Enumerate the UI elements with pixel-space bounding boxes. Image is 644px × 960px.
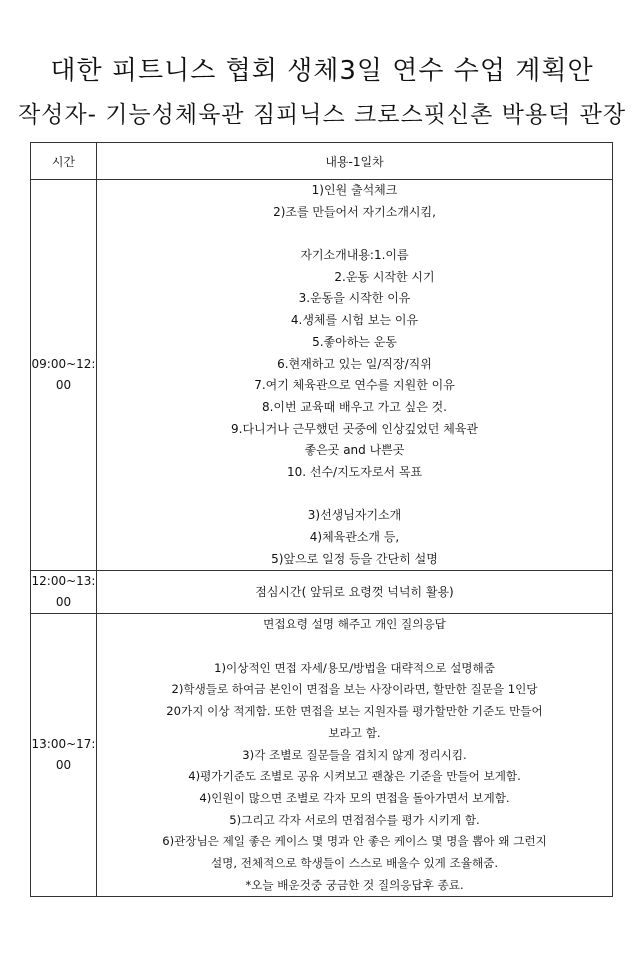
table-row — [31, 614, 613, 897]
content-line: 5)앞으로 일정 등을 간단히 설명 — [271, 551, 438, 566]
page-subtitle: 작성자- 기능성체육관 짐피닉스 크로스핏신촌 박용덕 관장 — [17, 102, 627, 128]
time-cell: 13:00~17:00 — [31, 614, 97, 897]
content-line — [97, 484, 612, 506]
content-line: 점심시간( 앞뒤로 요령껏 넉넉히 활용) — [255, 584, 454, 599]
content-line — [97, 223, 612, 245]
content-line: 4.생체를 시험 보는 이유 — [290, 313, 419, 328]
time-cell: 09:00~12:00 — [31, 180, 97, 571]
content-line: 2)조를 만들어서 자기소개시킴, — [273, 204, 436, 219]
content-cell — [97, 614, 613, 897]
content-line: 보라고 함. — [328, 725, 381, 740]
content-line: 20가지 이상 적게함. 또한 면접을 보는 지원자를 평가할만한 기준도 만들어 — [166, 704, 543, 719]
content-line: 7.여기 체육관으로 연수를 지원한 이유 — [254, 378, 455, 393]
content-line — [97, 636, 612, 658]
content-line: 설명, 전체적으로 학생들이 스스로 배울수 있게 조율해줌. — [210, 855, 499, 870]
content-line: *오늘 배운것중 궁금한 것 질의응답후 종료. — [245, 877, 464, 892]
content-line: 6.현재하고 있는 일/직장/직위 — [277, 356, 432, 371]
header-content: 내용-1일차 — [97, 143, 613, 180]
content-line: 2)학생들로 하여금 본인이 면접을 보는 사장이라면, 할만한 질문을 1인당 — [171, 682, 538, 697]
content-line: 1)이상적인 면접 자세/용모/방법을 대략적으로 설명해줌 — [214, 660, 495, 675]
content-line: 4)인원이 많으면 조별로 각자 모의 면접을 돌아가면서 보게함. — [199, 790, 510, 805]
content-line: 1)인원 출석체크 — [311, 183, 398, 197]
content-line: 좋은곳 and 나쁜곳 — [304, 443, 405, 458]
content-cell — [97, 571, 613, 614]
content-line: 8.이번 교육때 배우고 가고 싶은 것. — [261, 399, 448, 414]
content-cell — [97, 180, 613, 571]
table-row — [31, 180, 613, 571]
table-header-row — [31, 143, 613, 180]
content-line: 5.좋아하는 운동 — [312, 334, 397, 349]
content-line: 3)각 조별로 질문들을 겹치지 않게 정리시킴. — [242, 747, 467, 762]
content-line: 2.운동 시작한 시기 — [334, 269, 435, 284]
content-line: 4)평가기준도 조별로 공유 시켜보고 괜찮은 기준을 만들어 보게함. — [188, 769, 521, 784]
content-line: 자기소개내용:1.이름 — [300, 248, 409, 263]
content-line: 3.운동을 시작한 이유 — [298, 291, 411, 306]
content-line: 면접요령 설명 해주고 개인 질의응답 — [263, 617, 446, 632]
content-line: 4)체육관소개 등, — [309, 530, 400, 544]
time-cell: 12:00~13:00 — [31, 571, 97, 614]
table-row — [31, 571, 613, 614]
content-line: 9.다니거나 근무했던 곳중에 인상깊었던 체육관 — [231, 421, 478, 436]
content-line: 3)선생님자기소개 — [307, 508, 402, 523]
content-line: 10. 선수/지도자로서 목표 — [286, 464, 423, 479]
content-line: 5)그리고 각자 서로의 면접점수를 평가 시키게 함. — [229, 812, 480, 827]
content-line: 6)관장님은 제일 좋은 케이스 몇 명과 안 좋은 케이스 몇 명을 뽑아 왜 그런지 — [162, 834, 547, 849]
lesson-plan-table — [30, 142, 613, 897]
header-time: 시간 — [31, 143, 97, 180]
page-title: 대한 피트니스 협회 생체3일 연수 수업 계획안 — [50, 56, 594, 86]
